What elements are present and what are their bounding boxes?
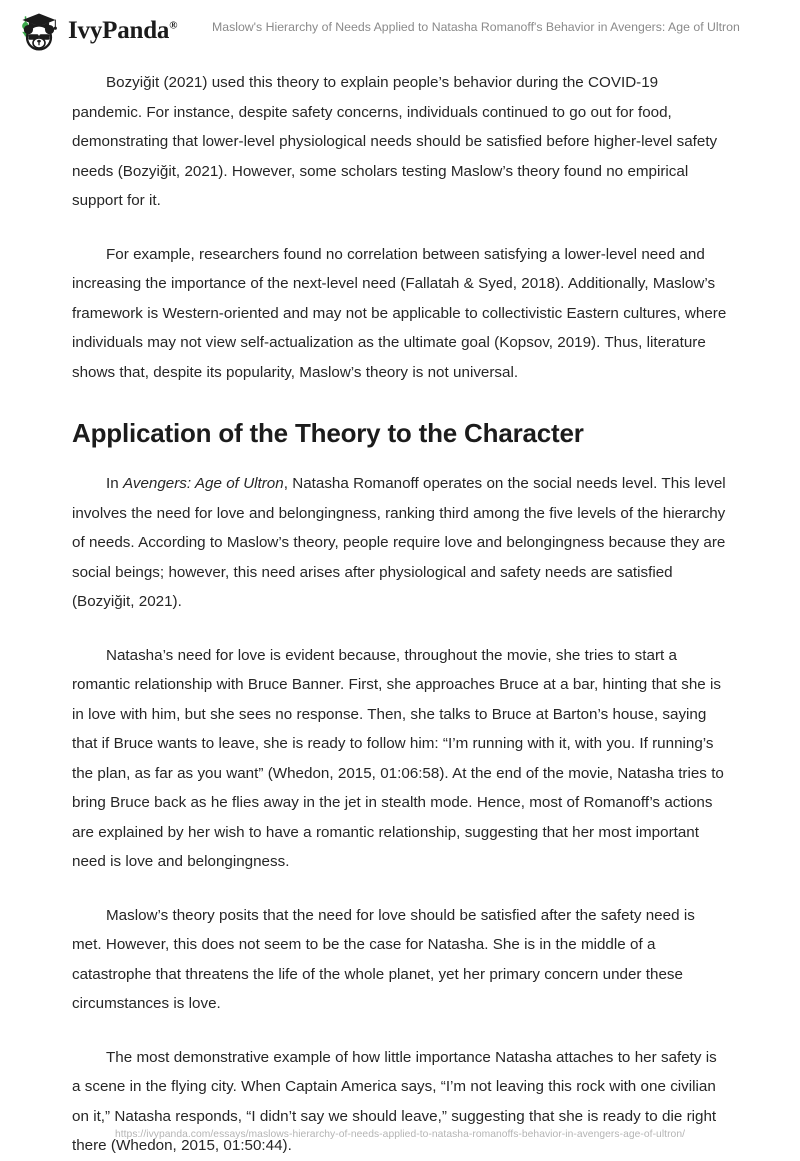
document-title-header: Maslow's Hierarchy of Needs Applied to Natasha Romanoff's Behavior in Avengers: Age of Ultron (212, 20, 740, 34)
panda-graduate-logo-icon (16, 8, 62, 54)
brand-logo[interactable] (16, 8, 177, 54)
source-url-link[interactable]: https://ivypanda.com/essays/maslows-hierarchy-of-needs-applied-to-natasha-romanoffs-behavior-in-avengers-age-of-ultron/ (114, 1129, 686, 1140)
paragraph-covid-theory: Bozyiğit (2021) used this theory to explain people’s behavior during the COVID-19 pandemic. For instance, despite safety concerns, individuals continued to go out for food, demonstrating that lower-level physiological needs should be satisfied before higher-level safety needs (Bozyiğit, 2021). However, some scholars testing Maslow’s theory found no empirical support for it. (72, 74, 718, 209)
paragraph-social-needs-level (72, 469, 728, 617)
paragraph-theory-posits: Maslow’s theory posits that the need for love should be satisfied after the safety need is met. However, this does not seem to be the case for Natasha. She is in the middle of a catastrophe that threatens the life of the whole planet, yet her primary concern under these circumstances is love. (72, 906, 695, 1012)
movie-title-italic: Avengers: Age of Ultron (123, 475, 284, 492)
paragraph-no-correlation: For example, researchers found no correlation between satisfying a lower-level need and increasing the importance of the next-level need (Fallatah & Syed, 2018). Additionally, Maslow’s framework is Western-oriented and may not be applicable to collectivistic Eastern cultures, where individuals may not view self-actualization as the ultimate goal (Kopsov, 2019). Thus, literature shows that, despite its popularity, Maslow’s theory is not universal. (72, 245, 727, 381)
page-footer (0, 1124, 800, 1142)
section-heading-application: Application of the Theory to the Character (72, 418, 584, 448)
document-body (72, 68, 728, 1161)
page-header (0, 0, 800, 62)
paragraph-need-for-love: Natasha’s need for love is evident because, throughout the movie, she tries to start a romantic relationship with Bruce Banner. First, she approaches Bruce at a bar, hinting that she is in love with him, but she sees no response. Then, she talks to Bruce at Barton’s house, saying that if Bruce wants to leave, she is ready to follow him: “I’m running with it, with you. If running’s the plan, as far as you want” (Whedon, 2015, 01:06:58). At the end of the movie, Natasha tries to bring Bruce back as he flies away in the jet in stealth mode. Hence, most of Romanoff’s actions are explained by her wish to have a romantic relationship, suggesting that her most important need is love and belongingness. (72, 646, 724, 870)
registered-mark: ® (169, 19, 178, 32)
brand-name-text: IvyPanda (68, 17, 170, 44)
brand-name (68, 17, 177, 45)
paragraph-flying-city-example: The most demonstrative example of how little importance Natasha attaches to her safety is a scene in the flying city. When Captain America says, “I’m not leaving this rock with one civilian on it,” Natasha responds, “I didn’t say we should leave,” suggesting that she is ready to die right there (Whedon, 2015, 01:50:44). (72, 1048, 717, 1154)
paragraph-text-lead: In (106, 475, 123, 492)
paragraph-text-rest: , Natasha Romanoff operates on the social needs level. This level involves the need for love and belongingness, ranking third among the five levels of the hierarchy of needs. According to Maslow’s theory, people require love and belongingness because they are social beings; however, this need arises after physiological and safety needs are satisfied (Bozyiğit, 2021). (72, 475, 726, 610)
